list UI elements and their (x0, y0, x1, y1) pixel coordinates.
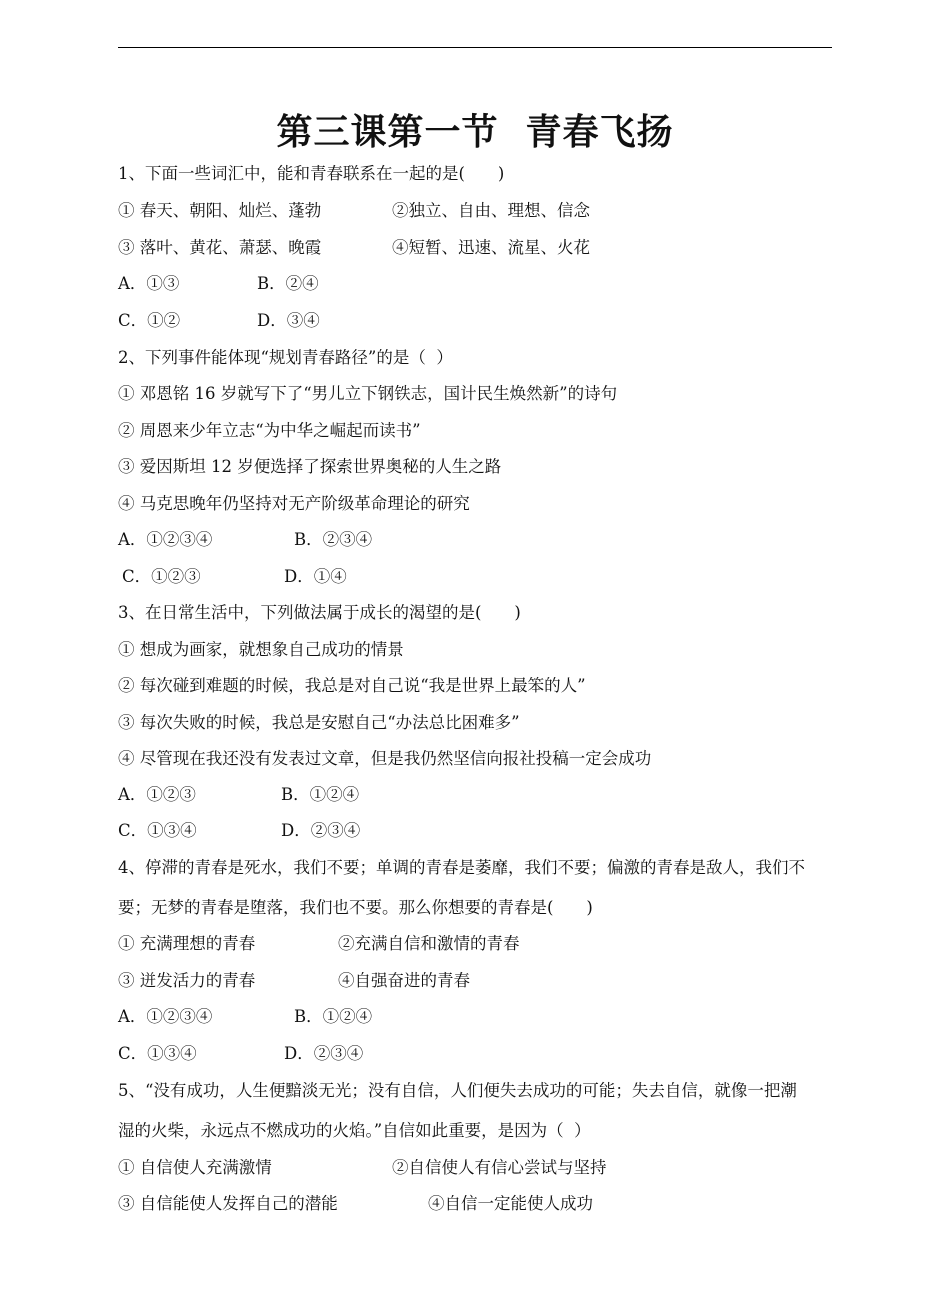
text-line: 4、停滞的青春是死水，我们不要；单调的青春是萎靡，我们不要；偏激的青春是敌人，我们不 (118, 858, 805, 877)
text-line: ③ 自信能使人发挥自己的潜能 (118, 1194, 338, 1213)
text-line: ② 周恩来少年立志“为中华之崛起而读书” (118, 421, 421, 440)
text-line: B．②④ (257, 274, 319, 293)
page-title: 第三课第一节 青春飞扬 (276, 112, 674, 153)
text-line: ④自信一定能使人成功 (428, 1194, 593, 1213)
text-line: ③ 落叶、黄花、萧瑟、晚霞 (118, 238, 322, 257)
text-line: B．①②④ (281, 785, 360, 804)
text-line: B．①②④ (294, 1007, 373, 1026)
text-line: ① 想成为画家，就想象自己成功的情景 (118, 640, 404, 659)
text-line: 3、在日常生活中，下列做法属于成长的渴望的是( ) (118, 603, 521, 622)
text-line: D．①④ (284, 567, 347, 586)
text-line: ④ 尽管现在我还没有发表过文章，但是我仍然坚信向报社投稿一定会成功 (118, 749, 652, 768)
text-line: ② 每次碰到难题的时候，我总是对自己说“我是世界上最笨的人” (118, 676, 586, 695)
header-rule (118, 47, 832, 48)
text-line: A．①②③④ (118, 530, 213, 549)
text-line: A．①②③ (118, 785, 196, 804)
text-line: 2、下列事件能体现“规划青春路径”的是（ ） (118, 348, 453, 367)
text-line: ③ 每次失败的时候，我总是安慰自己“办法总比困难多” (118, 713, 520, 732)
text-line: D．②③④ (281, 821, 361, 840)
text-line: ① 自信使人充满激情 (118, 1158, 272, 1177)
text-line: ④ 马克思晚年仍坚持对无产阶级革命理论的研究 (118, 494, 470, 513)
text-line: C．①② (118, 311, 181, 330)
text-line: 1、下面一些词汇中，能和青春联系在一起的是( ) (118, 164, 505, 183)
text-line: C．①③④ (118, 821, 197, 840)
text-line: ① 春天、朝阳、灿烂、蓬勃 (118, 201, 322, 220)
text-line: D．②③④ (284, 1044, 364, 1063)
text-line: ④自强奋进的青春 (338, 971, 470, 990)
text-line: ④短暂、迅速、流星、火花 (392, 238, 590, 257)
text-line: A．①③ (118, 274, 180, 293)
text-line: ① 邓恩铭 16 岁就写下了“男儿立下钢铁志，国计民生焕然新”的诗句 (118, 384, 618, 403)
text-line: ②自信使人有信心尝试与坚持 (392, 1158, 607, 1177)
text-line: ③ 迸发活力的青春 (118, 971, 256, 990)
text-line: ②充满自信和激情的青春 (338, 934, 520, 953)
text-line: ① 充满理想的青春 (118, 934, 256, 953)
text-line: D．③④ (257, 311, 320, 330)
text-line: B．②③④ (294, 530, 373, 549)
text-line: ③ 爱因斯坦 12 岁便选择了探索世界奥秘的人生之路 (118, 457, 502, 476)
text-line: 5、“没有成功，人生便黯淡无光；没有自信，人们便失去成功的可能；失去自信，就像一把潮 (118, 1081, 797, 1100)
text-line: C．①③④ (118, 1044, 197, 1063)
text-line: A．①②③④ (118, 1007, 213, 1026)
text-line: ②独立、自由、理想、信念 (392, 201, 590, 220)
text-line: C．①②③ (122, 567, 201, 586)
text-line: 湿的火柴，永远点不燃成功的火焰。”自信如此重要，是因为（ ） (118, 1121, 591, 1140)
text-line: 要；无梦的青春是堕落，我们也不要。那么你想要的青春是( ) (118, 898, 593, 917)
